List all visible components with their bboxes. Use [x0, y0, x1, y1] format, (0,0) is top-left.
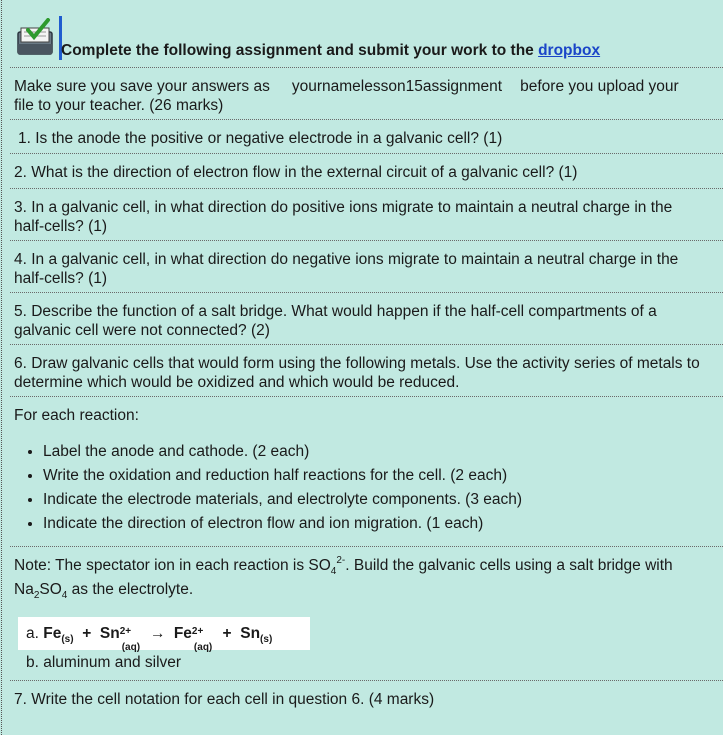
list-item: • Label the anode and cathode. (2 each)	[43, 440, 723, 464]
intro-text-3: file to your teacher. (26 marks)	[14, 97, 224, 114]
note-paragraph	[14, 555, 719, 603]
plus-sign: +	[222, 625, 232, 642]
list-item: • Indicate the electrode materials, and electrolyte components. (3 each)	[43, 488, 723, 512]
note-subscript: 4	[330, 566, 337, 577]
reaction-a-label: a.	[26, 625, 39, 642]
separator	[10, 344, 723, 345]
question-4-line-1: 4. In a galvanic cell, in what direction do negative ions migrate to maintain a neutral charge in the	[14, 251, 679, 268]
for-each-heading: For each reaction:	[14, 407, 139, 424]
state-label: (s)	[61, 634, 74, 645]
state-label: (aq)	[193, 642, 213, 653]
note-superscript: 2-	[336, 555, 346, 566]
reaction-b: b. aluminum and silver	[26, 654, 182, 671]
intro-text: Make sure you save your answers as	[14, 78, 270, 95]
reaction-a-equation	[18, 617, 310, 653]
question-5	[14, 302, 719, 340]
state-label: (aq)	[121, 642, 141, 653]
question-2: 2. What is the direction of electron flow in the external circuit of a galvanic cell? (1)	[14, 164, 578, 181]
question-6-line-1: 6. Draw galvanic cells that would form using the following metals. Use the activity series of metals to	[14, 355, 700, 372]
separator	[10, 188, 723, 189]
question-4	[14, 250, 719, 288]
question-3-line-2: half-cells? (1)	[14, 218, 108, 235]
formula-na: Na	[14, 581, 34, 598]
assignment-header	[14, 14, 714, 64]
assignment-checklist-icon	[16, 18, 56, 58]
separator	[10, 67, 723, 68]
question-4-line-2: half-cells? (1)	[14, 270, 108, 287]
list-item: • Indicate the direction of electron flow and ion migration. (1 each)	[43, 512, 723, 536]
formula-sub: 4	[61, 590, 68, 601]
plus-sign: +	[82, 625, 92, 642]
question-5-line-2: galvanic cell were not connected? (2)	[14, 322, 270, 339]
requirements-list	[14, 440, 723, 536]
page-left-border	[1, 0, 2, 735]
formula-so: SO	[39, 581, 62, 598]
intro-paragraph	[14, 77, 719, 115]
question-1: 1. Is the anode the positive or negative electrode in a galvanic cell? (1)	[18, 130, 503, 147]
product-sn: Sn	[240, 625, 261, 642]
question-6	[14, 354, 723, 392]
question-7: 7. Write the cell notation for each cell in question 6. (4 marks)	[14, 691, 435, 708]
note-text-2: . Build the galvanic cells using a salt bridge with	[345, 557, 673, 574]
separator	[10, 119, 723, 120]
question-5-line-1: 5. Describe the function of a salt bridge. What would happen if the half-cell compartments of a	[14, 303, 657, 320]
charge-label: 2+	[119, 626, 132, 637]
list-item: • Write the oxidation and reduction half reactions for the cell. (2 each)	[43, 464, 723, 488]
reactant-sn-ion: Sn	[99, 625, 120, 642]
assignment-title	[61, 42, 600, 60]
separator	[10, 153, 723, 154]
separator	[10, 240, 723, 241]
intro-filename: yournamelesson15assignment	[291, 78, 503, 95]
title-text: Complete the following assignment and submit your work to the	[61, 42, 534, 59]
question-6-line-2: determine which would be oxidized and which would be reduced.	[14, 374, 460, 391]
separator	[10, 292, 723, 293]
reactant-fe: Fe	[43, 625, 62, 642]
separator	[10, 546, 723, 547]
question-3-line-1: 3. In a galvanic cell, in what direction do positive ions migrate to maintain a neutral charge in the	[14, 199, 673, 216]
product-fe-ion: Fe	[173, 625, 192, 642]
formula-sub: 2	[33, 590, 40, 601]
intro-text-2: before you upload your	[520, 78, 679, 95]
separator	[10, 396, 723, 397]
question-3	[14, 198, 719, 236]
reaction-arrow: →	[150, 625, 166, 642]
state-label: (s)	[260, 634, 273, 645]
note-text-3: as the electrolyte.	[67, 581, 194, 598]
separator	[10, 680, 723, 681]
dropbox-link[interactable]: dropbox	[538, 42, 601, 59]
note-text: Note: The spectator ion in each reaction is SO	[14, 557, 331, 574]
charge-label: 2+	[191, 626, 204, 637]
